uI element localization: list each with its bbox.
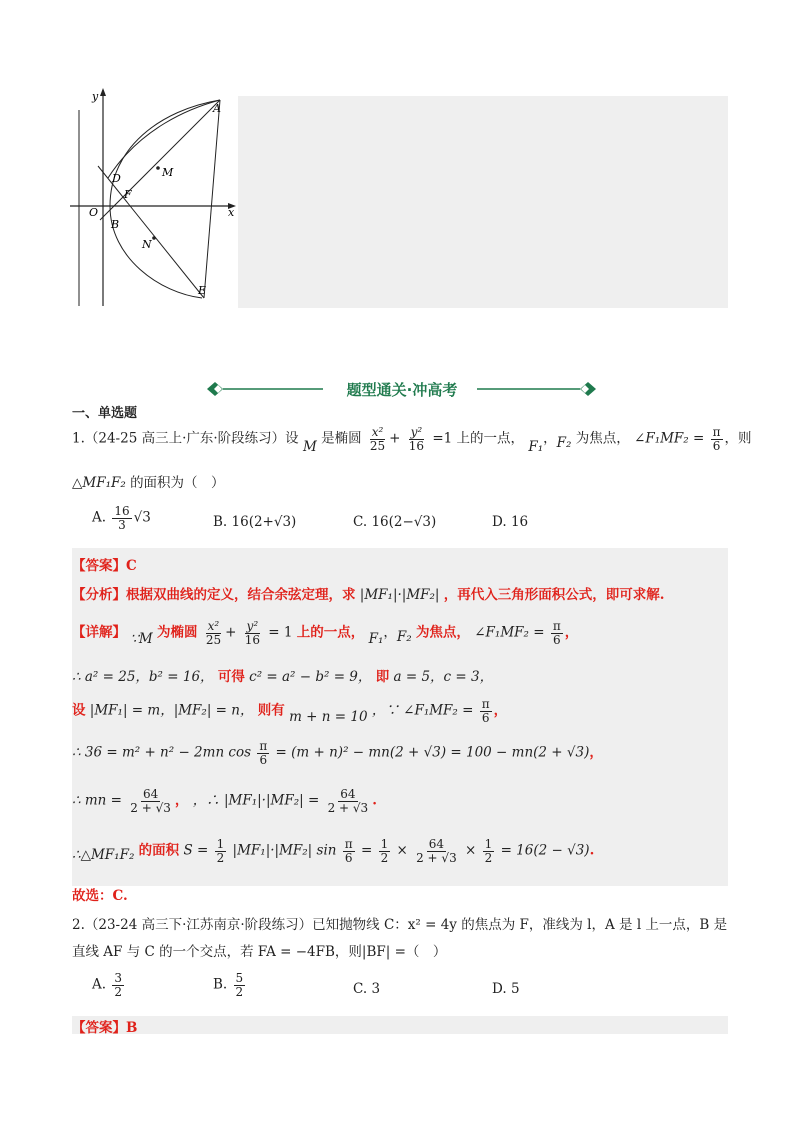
y-axis-arrow [100, 88, 106, 96]
label-O: O [89, 206, 99, 219]
q1-stem-c: 为焦点， [575, 430, 630, 447]
q1-d2-e: a = 5，c = 3， [393, 669, 494, 685]
q1-d1-a: ∵M [130, 630, 153, 647]
q2-option-d-value: 5 [510, 981, 520, 997]
q1-stem-line2 [72, 471, 225, 491]
section-banner [205, 376, 600, 402]
section-title: 一、单选题 [72, 406, 138, 421]
label-M: M [162, 166, 174, 179]
q2-option-b [213, 972, 247, 998]
point-M [156, 166, 160, 170]
q1-option-c-label: C. [353, 514, 368, 530]
point-N [152, 236, 156, 240]
q2-option-a [92, 972, 126, 998]
q1-d3-d: m + n = 10 [289, 708, 368, 725]
q2-answer: 【答案】B [72, 1020, 138, 1036]
q1-stem-b: 是椭圆 [321, 430, 362, 447]
q1-final: 故选：C. [72, 888, 128, 904]
q2-option-b-frac: $\frac{5}{2}$ [235, 971, 244, 999]
q1-d5-frac-2: $\frac{64}{2 + √3}$ [327, 787, 369, 815]
q1-d6-frac-half2: $\frac{1}{2}$ [380, 837, 389, 865]
q1-analysis-a: 【分析】根据双曲线的定义，结合余弦定理，求 [72, 587, 356, 603]
q1-d1-b: 为椭圆 [157, 624, 198, 641]
q1-d1-sep: ， [383, 624, 397, 641]
q1-d6-f1: × [396, 842, 408, 859]
q1-d6-f2: × [465, 842, 477, 859]
label-x: x [228, 206, 235, 219]
q1-d3-b: |MF₁| = m，|MF₂| = n， [89, 702, 254, 719]
q1-d3-a: 设 [72, 702, 86, 719]
q1-option-d-value: 16 [510, 514, 529, 530]
q2-option-d-label: D. [492, 981, 507, 997]
q1-frac-x: $\frac{\text{x²}}{25}$ [369, 425, 386, 453]
q2-answer-box [72, 1016, 728, 1034]
q1-sep: ， [543, 430, 557, 447]
q1-d4-frac-pi6: $\frac{\pi}{6}$ [259, 739, 268, 767]
q1-d3-frac-pi6: $\frac{\pi}{6}$ [481, 697, 490, 725]
q1-option-a-rest: √3 [133, 509, 151, 526]
q2-option-c-label: C. [353, 981, 368, 997]
q1-eq1: =1 上的一点， [432, 430, 525, 447]
q1-detail-line5 [72, 788, 377, 814]
q1-d5-a: ∴ mn = [72, 792, 122, 809]
q1-detail-label: 【详解】 [72, 624, 126, 641]
q1-M: M [302, 438, 317, 455]
q1-d1-d: 为焦点， [415, 624, 470, 641]
q2-option-c-value: 3 [371, 981, 381, 997]
label-D: D [112, 172, 121, 185]
q1-d5-dot: . [372, 792, 377, 809]
q1-d1-angle: ∠F₁MF₂ = [474, 624, 545, 641]
q1-F2: F₂ [556, 434, 572, 451]
q1-d6-frac-half3: $\frac{1}{2}$ [484, 837, 493, 865]
q1-option-c [353, 514, 436, 530]
q1-d6-b: 的面积 [138, 842, 180, 859]
q1-d4-comma: ， [589, 744, 603, 761]
q2-option-a-label: A. [92, 976, 107, 993]
q1-detail-line2 [72, 665, 493, 685]
q1-d5-frac-1: $\frac{64}{2 + √3}$ [130, 787, 171, 815]
q1-stem-d: ，则 [724, 430, 752, 447]
q1-d5-b: ，∴ |MF₁|·|MF₂| = [192, 792, 320, 809]
q1-triangle: △MF₁F₂ [72, 475, 126, 491]
q1-stem-line1: 1.（24-25 高三上·广东·阶段练习）设 M 是椭圆 $\frac{\text{x²}}{25}$ + $\frac{\text{y²}}{16}$ =1 上的一点， F₁，F₂ 为焦点， ∠F₁MF₂ = $\frac{\pi}{6}$ ，则 [72, 425, 752, 455]
q1-d6-frac-64: $\frac{64}{2 + √3}$ [416, 837, 457, 865]
q1-F1: F₁ [528, 438, 544, 455]
q1-d1-F2: F₂ [396, 628, 412, 645]
q1-d1-frac-y: $\frac{\text{y²}}{16}$ [244, 619, 260, 647]
q1-d6-d: |MF₁|·|MF₂| sin [232, 842, 337, 859]
q1-option-d-label: D. [492, 514, 507, 530]
q1-d6-e: = [360, 842, 373, 859]
conic-figure [70, 88, 238, 310]
q1-detail-line4 [72, 740, 603, 766]
q1-analysis-math: |MF₁|·|MF₂| [359, 587, 440, 603]
q2-option-c [353, 981, 380, 997]
q1-d3-comma: ， [493, 702, 508, 719]
figure-gray-box [238, 96, 728, 308]
q1-detail-line1: 【详解】 ∵M 为椭圆 $\frac{\text{x²}}{25}$ + $\frac{\text{y²}}{16}$ = 1 上的一点， F₁，F₂ 为焦点， ∠F₁MF₂ = $\frac{\pi}{6}$ ， [72, 619, 579, 647]
q1-d1-F1: F₁ [368, 630, 384, 647]
q2-option-a-frac: $\frac{3}{2}$ [114, 971, 122, 999]
q1-option-b-value: 16(2+√3) [231, 514, 297, 530]
q1-option-c-value: 16(2−√3) [371, 514, 437, 530]
q1-d2-d: 即 [375, 669, 390, 685]
q1-d5-comma: ， [174, 792, 189, 809]
q1-d2-c: c² = a² − b² = 9， [249, 669, 372, 685]
q1-stem-e: 的面积为（ ） [130, 475, 225, 491]
line-AE [204, 100, 220, 298]
q1-option-a-label: A. [92, 509, 107, 526]
q1-angle: ∠F₁MF₂ = [634, 430, 705, 447]
q1-d1-comma: ， [564, 624, 579, 641]
q1-d6-frac-pi6: $\frac{\pi}{6}$ [344, 837, 353, 865]
q1-option-b-label: B. [213, 514, 228, 530]
q1-frac-y: $\frac{\text{y²}}{16}$ [408, 425, 425, 453]
q1-d2-b: 可得 [217, 669, 245, 685]
q1-d6-frac-half1: $\frac{1}{2}$ [216, 837, 225, 865]
q1-option-b [213, 514, 296, 530]
label-N: N [142, 238, 152, 251]
label-y: y [92, 90, 99, 103]
q2-option-d [492, 981, 520, 997]
q1-frac-pi6: $\frac{\pi}{6}$ [712, 425, 721, 453]
q1-d4-b: = (m + n)² − mn(2 + √3) = 100 − mn(2 + √3) [275, 744, 590, 761]
label-B: B [111, 218, 120, 231]
q1-d6-a: ∴△MF₁F₂ [72, 846, 135, 863]
q2-option-b-label: B. [213, 976, 228, 993]
q1-analysis [72, 583, 665, 603]
q2-stem-line1: 2.（23-24 高三下·江苏南京·阶段练习）已知抛物线 C：x² = 4y 的焦点为 F，准线为 l，A 是 l 上一点，B 是 [72, 917, 728, 933]
q2-stem-line2: 直线 AF 与 C 的一个交点，若 FA = −4FB，则|BF| =（ ） [72, 944, 447, 960]
q1-option-d [492, 514, 528, 530]
q1-d1-frac-pi6: $\frac{\pi}{6}$ [552, 619, 561, 647]
q1-option-a [92, 505, 151, 531]
q1-d3-c: 则有 [257, 702, 285, 719]
q1-analysis-b: ，再代入三角形面积公式，即可求解. [443, 587, 665, 603]
label-E: E [198, 284, 207, 297]
q1-detail-line6 [72, 838, 594, 864]
q1-option-a-frac: $\frac{16}{3}$ [114, 504, 130, 532]
label-A: A [213, 102, 221, 115]
figure-panel [70, 88, 238, 310]
banner-title: 题型通关·冲高考 [346, 381, 458, 399]
q1-d6-g: = 16(2 − √3) [500, 842, 590, 859]
line-DA [100, 100, 220, 220]
q1-answer: 【答案】C [72, 558, 137, 574]
label-F: F [124, 188, 132, 201]
q1-stem-a: 1.（24-25 高三上·广东·阶段练习）设 [72, 430, 299, 447]
q1-detail-line3 [72, 698, 507, 724]
q1-d3-e: ，∵ ∠F₁MF₂ = [371, 702, 474, 719]
q1-d1-frac-x: $\frac{\text{x²}}{25}$ [205, 619, 222, 647]
q1-d6-c: S = [183, 842, 209, 859]
q1-d6-dot: . [589, 842, 595, 859]
q1-d2-a: ∴ a² = 25，b² = 16， [72, 669, 214, 685]
q1-d1-c: 上的一点， [296, 624, 365, 641]
q1-d4-a: ∴ 36 = m² + n² − 2mn cos [72, 744, 252, 761]
